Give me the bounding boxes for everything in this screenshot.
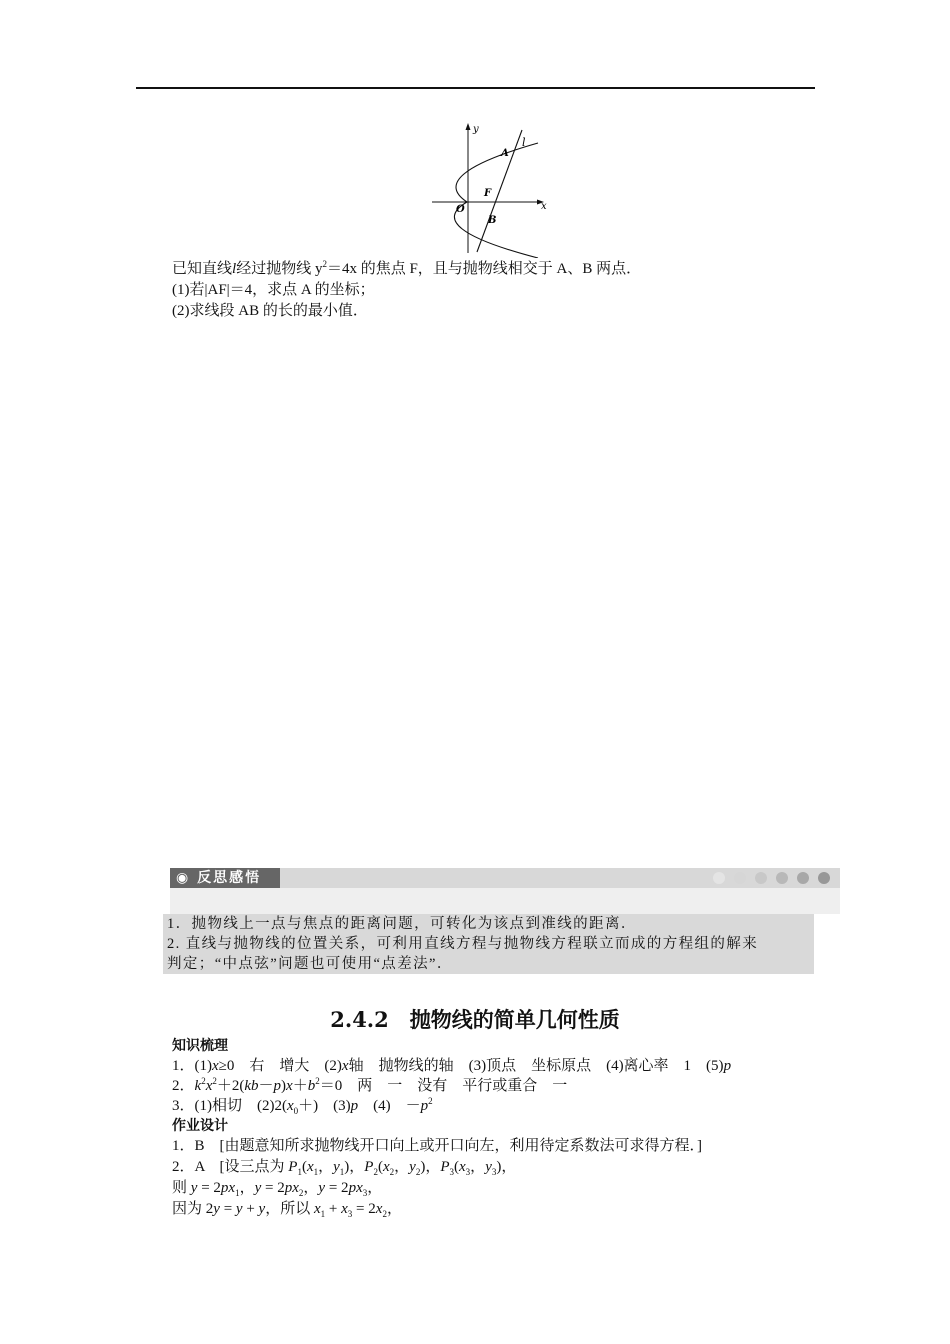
problem-part-1: (1)若|AF|＝4，求点 A 的坐标； <box>172 282 375 298</box>
knowledge-heading: 知识梳理 <box>172 1038 228 1054</box>
reflection-banner <box>170 868 840 888</box>
label-origin: O <box>456 204 465 215</box>
banner-dot <box>776 872 788 884</box>
summary-line-2: 2. 直线与抛物线的位置关系，可利用直线方程与抛物线方程联立而成的方程组的解来 <box>167 936 759 952</box>
label-x: x <box>541 201 547 212</box>
banner-dot <box>818 872 830 884</box>
label-y: y <box>473 124 479 135</box>
homework-line-4: 因为 2y = y + y，所以 $x_1 + x_3 = 2x_2$， <box>172 1201 402 1219</box>
banner-underlay <box>170 888 840 914</box>
banner-dot <box>713 872 725 884</box>
banner-dot <box>797 872 809 884</box>
header-rule <box>136 87 815 89</box>
summary-line-1: 1．抛物线上一点与焦点的距离问题，可转化为该点到准线的距离． <box>167 916 637 932</box>
problem-part-2: (2)求线段 AB 的长的最小值． <box>172 303 368 319</box>
banner-dots <box>713 872 830 884</box>
banner-dot <box>734 872 746 884</box>
homework-line-1: 1．B [由题意知所求抛物线开口向上或开口向左，利用待定系数法可求得方程．] <box>172 1138 702 1154</box>
problem-stem: 已知直线l经过抛物线 $y^2=4x$ 的焦点 F，且与抛物线相交于 A、B 两点． <box>172 259 642 277</box>
homework-heading: 作业设计 <box>172 1118 228 1134</box>
reflection-banner-label: ◉ 反思感悟 <box>170 868 280 888</box>
banner-dot <box>755 872 767 884</box>
knowledge-line-2: 2．$k^2x^2+2(kb-p)x+b^2=0$ 两 一 没有 平行或重合 一 <box>172 1076 568 1094</box>
knowledge-line-3: 3．(1)相切 $(2)2(x_0+)$ (3)p (4) $-p^2$ <box>172 1096 433 1116</box>
homework-line-3: 则 $y = 2px_1$，$y = 2px_2$，$y = 2px_3$， <box>172 1180 383 1198</box>
parabola-figure <box>426 118 556 258</box>
reflection-summary <box>163 914 814 974</box>
label-f: F <box>484 188 492 199</box>
label-l: l <box>522 136 526 149</box>
parabola-diagram <box>426 118 556 258</box>
homework-line-2: 2．A [设三点为 $P_1(x_1$，$y_1$)，$P_2(x_2$，$y_2$)，$P_3(x_3$，$y_3$)， <box>172 1159 517 1177</box>
y-axis-arrow <box>466 123 471 130</box>
label-a: A <box>501 148 509 159</box>
label-b: B <box>488 215 497 226</box>
knowledge-line-1: 1．(1)x≥0 右 增大 (2)x轴 抛物线的轴 (3)顶点 坐标原点 (4)离心率 1 (5)p <box>172 1058 732 1074</box>
summary-line-3: 判定；“中点弦”问题也可使用“点差法”． <box>167 956 453 972</box>
section-title: 2.4.2 抛物线的简单几何性质 <box>330 1007 620 1032</box>
